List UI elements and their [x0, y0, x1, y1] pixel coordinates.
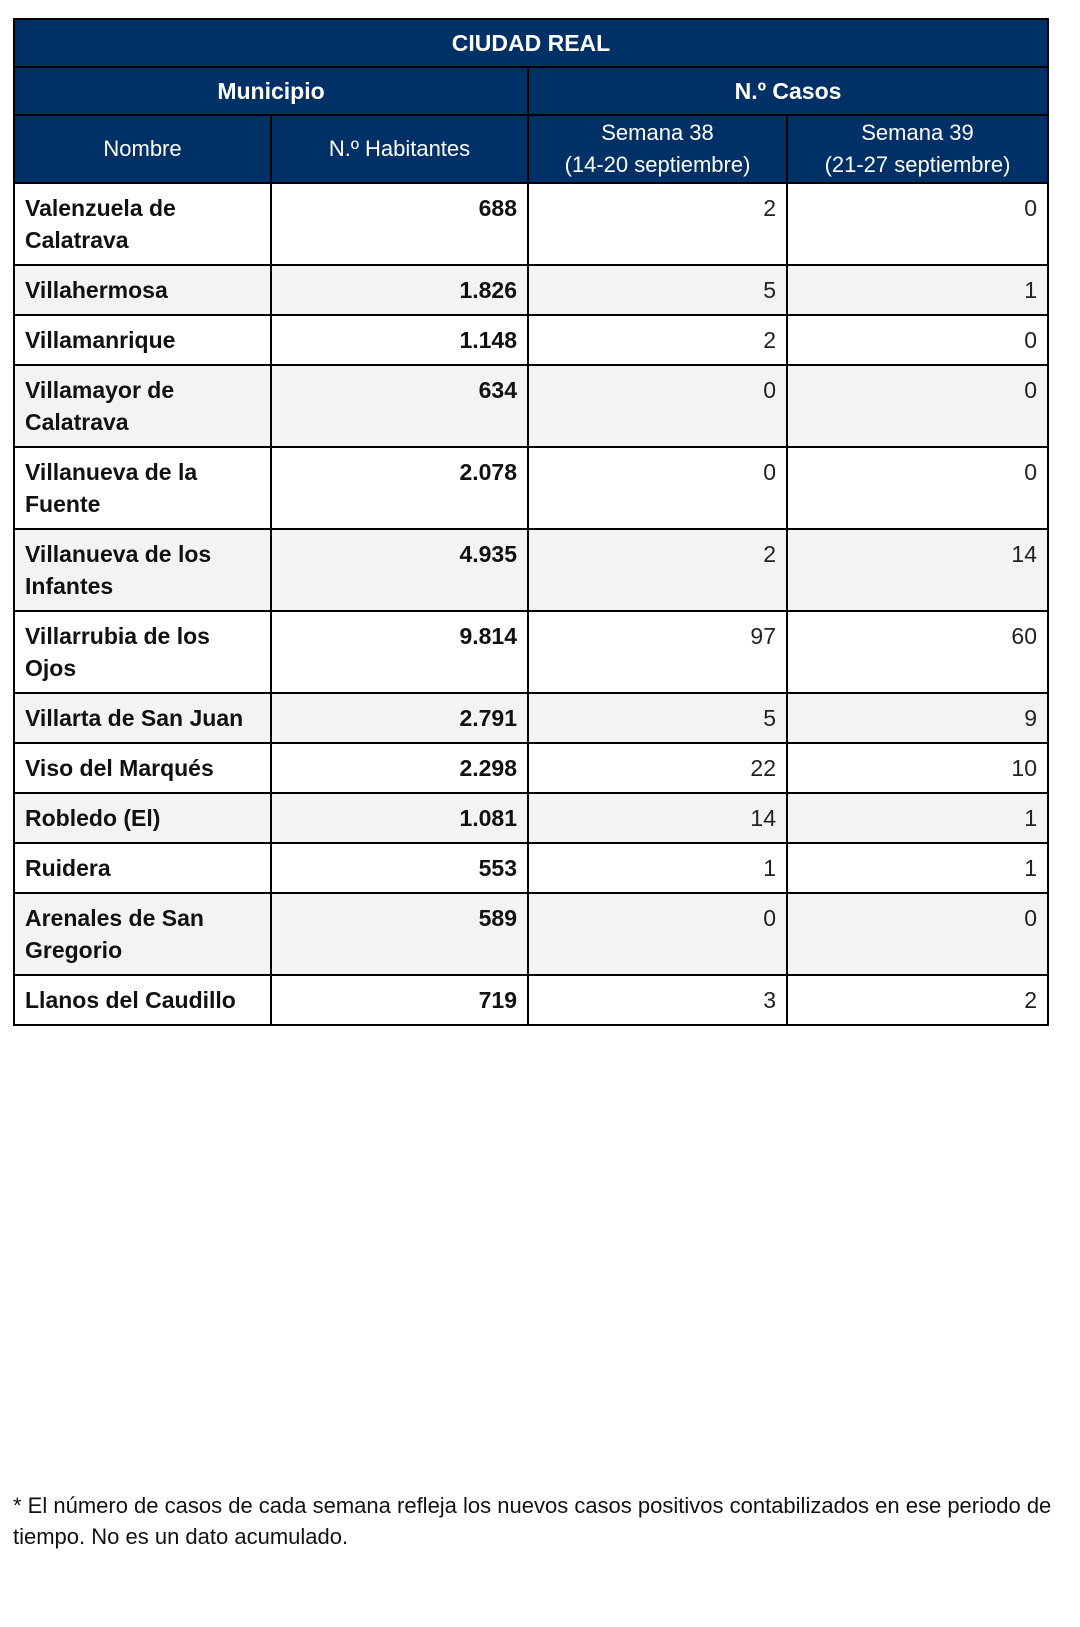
- group-header-municipio: Municipio: [14, 67, 528, 115]
- municipio-name: Valenzuela de Calatrava: [14, 183, 271, 265]
- table-row: [14, 529, 1048, 611]
- column-header-week-39: [787, 115, 1048, 183]
- week-38-cases: 0: [528, 447, 787, 529]
- municipio-name: Viso del Marqués: [14, 743, 271, 793]
- week-39-cases: 0: [787, 183, 1048, 265]
- week-39-cases: 2: [787, 975, 1048, 1025]
- habitantes-value: 4.935: [271, 529, 528, 611]
- municipio-name: Villamanrique: [14, 315, 271, 365]
- week-38-cases: 2: [528, 529, 787, 611]
- week-39-cases: 10: [787, 743, 1048, 793]
- municipio-name: Robledo (El): [14, 793, 271, 843]
- municipio-name: Villamayor de Calatrava: [14, 365, 271, 447]
- week-39-cases: 60: [787, 611, 1048, 693]
- week-39-cases: 0: [787, 447, 1048, 529]
- table-header: [14, 19, 1048, 183]
- week-38-cases: 5: [528, 693, 787, 743]
- week-38-cases: 0: [528, 893, 787, 975]
- week-38-cases: 2: [528, 315, 787, 365]
- footnote: * El número de casos de cada semana refleja los nuevos casos positivos contabilizados en ese periodo de tiempo. No es un dato acumulado.: [13, 1493, 1052, 1549]
- habitantes-value: 589: [271, 893, 528, 975]
- week-39-cases: 0: [787, 893, 1048, 975]
- table-title: CIUDAD REAL: [14, 19, 1048, 67]
- week-39-cases: 1: [787, 843, 1048, 893]
- table-row: [14, 183, 1048, 265]
- week-38-cases: 22: [528, 743, 787, 793]
- week-39-cases: 1: [787, 793, 1048, 843]
- week-39-label: Semana 39: [861, 120, 974, 145]
- habitantes-value: 2.298: [271, 743, 528, 793]
- municipio-name: Villanueva de la Fuente: [14, 447, 271, 529]
- municipio-name: Villarta de San Juan: [14, 693, 271, 743]
- week-38-cases: 97: [528, 611, 787, 693]
- table-row: [14, 365, 1048, 447]
- column-header-week-38: [528, 115, 787, 183]
- week-38-cases: 3: [528, 975, 787, 1025]
- table-row: [14, 447, 1048, 529]
- cases-table: [13, 18, 1049, 1026]
- table-row: [14, 265, 1048, 315]
- week-38-label: Semana 38: [601, 120, 714, 145]
- table-row: [14, 975, 1048, 1025]
- municipio-name: Ruidera: [14, 843, 271, 893]
- municipio-name: Villarrubia de los Ojos: [14, 611, 271, 693]
- table-row: [14, 315, 1048, 365]
- habitantes-value: 1.826: [271, 265, 528, 315]
- habitantes-value: 634: [271, 365, 528, 447]
- habitantes-value: 9.814: [271, 611, 528, 693]
- table-row: [14, 793, 1048, 843]
- municipio-name: Arenales de San Gregorio: [14, 893, 271, 975]
- table-body: [14, 183, 1048, 1025]
- week-39-cases: 1: [787, 265, 1048, 315]
- week-38-cases: 14: [528, 793, 787, 843]
- table-row: [14, 611, 1048, 693]
- habitantes-value: 719: [271, 975, 528, 1025]
- table-row: [14, 843, 1048, 893]
- column-header-habitantes: N.º Habitantes: [271, 115, 528, 183]
- week-38-cases: 2: [528, 183, 787, 265]
- habitantes-value: 1.081: [271, 793, 528, 843]
- week-39-cases: 9: [787, 693, 1048, 743]
- habitantes-value: 1.148: [271, 315, 528, 365]
- week-39-cases: 0: [787, 315, 1048, 365]
- municipio-name: Villahermosa: [14, 265, 271, 315]
- week-39-cases: 0: [787, 365, 1048, 447]
- week-38-cases: 1: [528, 843, 787, 893]
- table-row: [14, 693, 1048, 743]
- habitantes-value: 2.791: [271, 693, 528, 743]
- week-38-cases: 0: [528, 365, 787, 447]
- week-38-cases: 5: [528, 265, 787, 315]
- habitantes-value: 688: [271, 183, 528, 265]
- habitantes-value: 2.078: [271, 447, 528, 529]
- week-39-cases: 14: [787, 529, 1048, 611]
- week-38-dates: (14-20 septiembre): [564, 152, 751, 177]
- group-header-casos: N.º Casos: [528, 67, 1048, 115]
- table-row: [14, 743, 1048, 793]
- table-row: [14, 893, 1048, 975]
- municipio-name: Villanueva de los Infantes: [14, 529, 271, 611]
- column-header-nombre: Nombre: [14, 115, 271, 183]
- municipio-name: Llanos del Caudillo: [14, 975, 271, 1025]
- habitantes-value: 553: [271, 843, 528, 893]
- week-39-dates: (21-27 septiembre): [824, 152, 1011, 177]
